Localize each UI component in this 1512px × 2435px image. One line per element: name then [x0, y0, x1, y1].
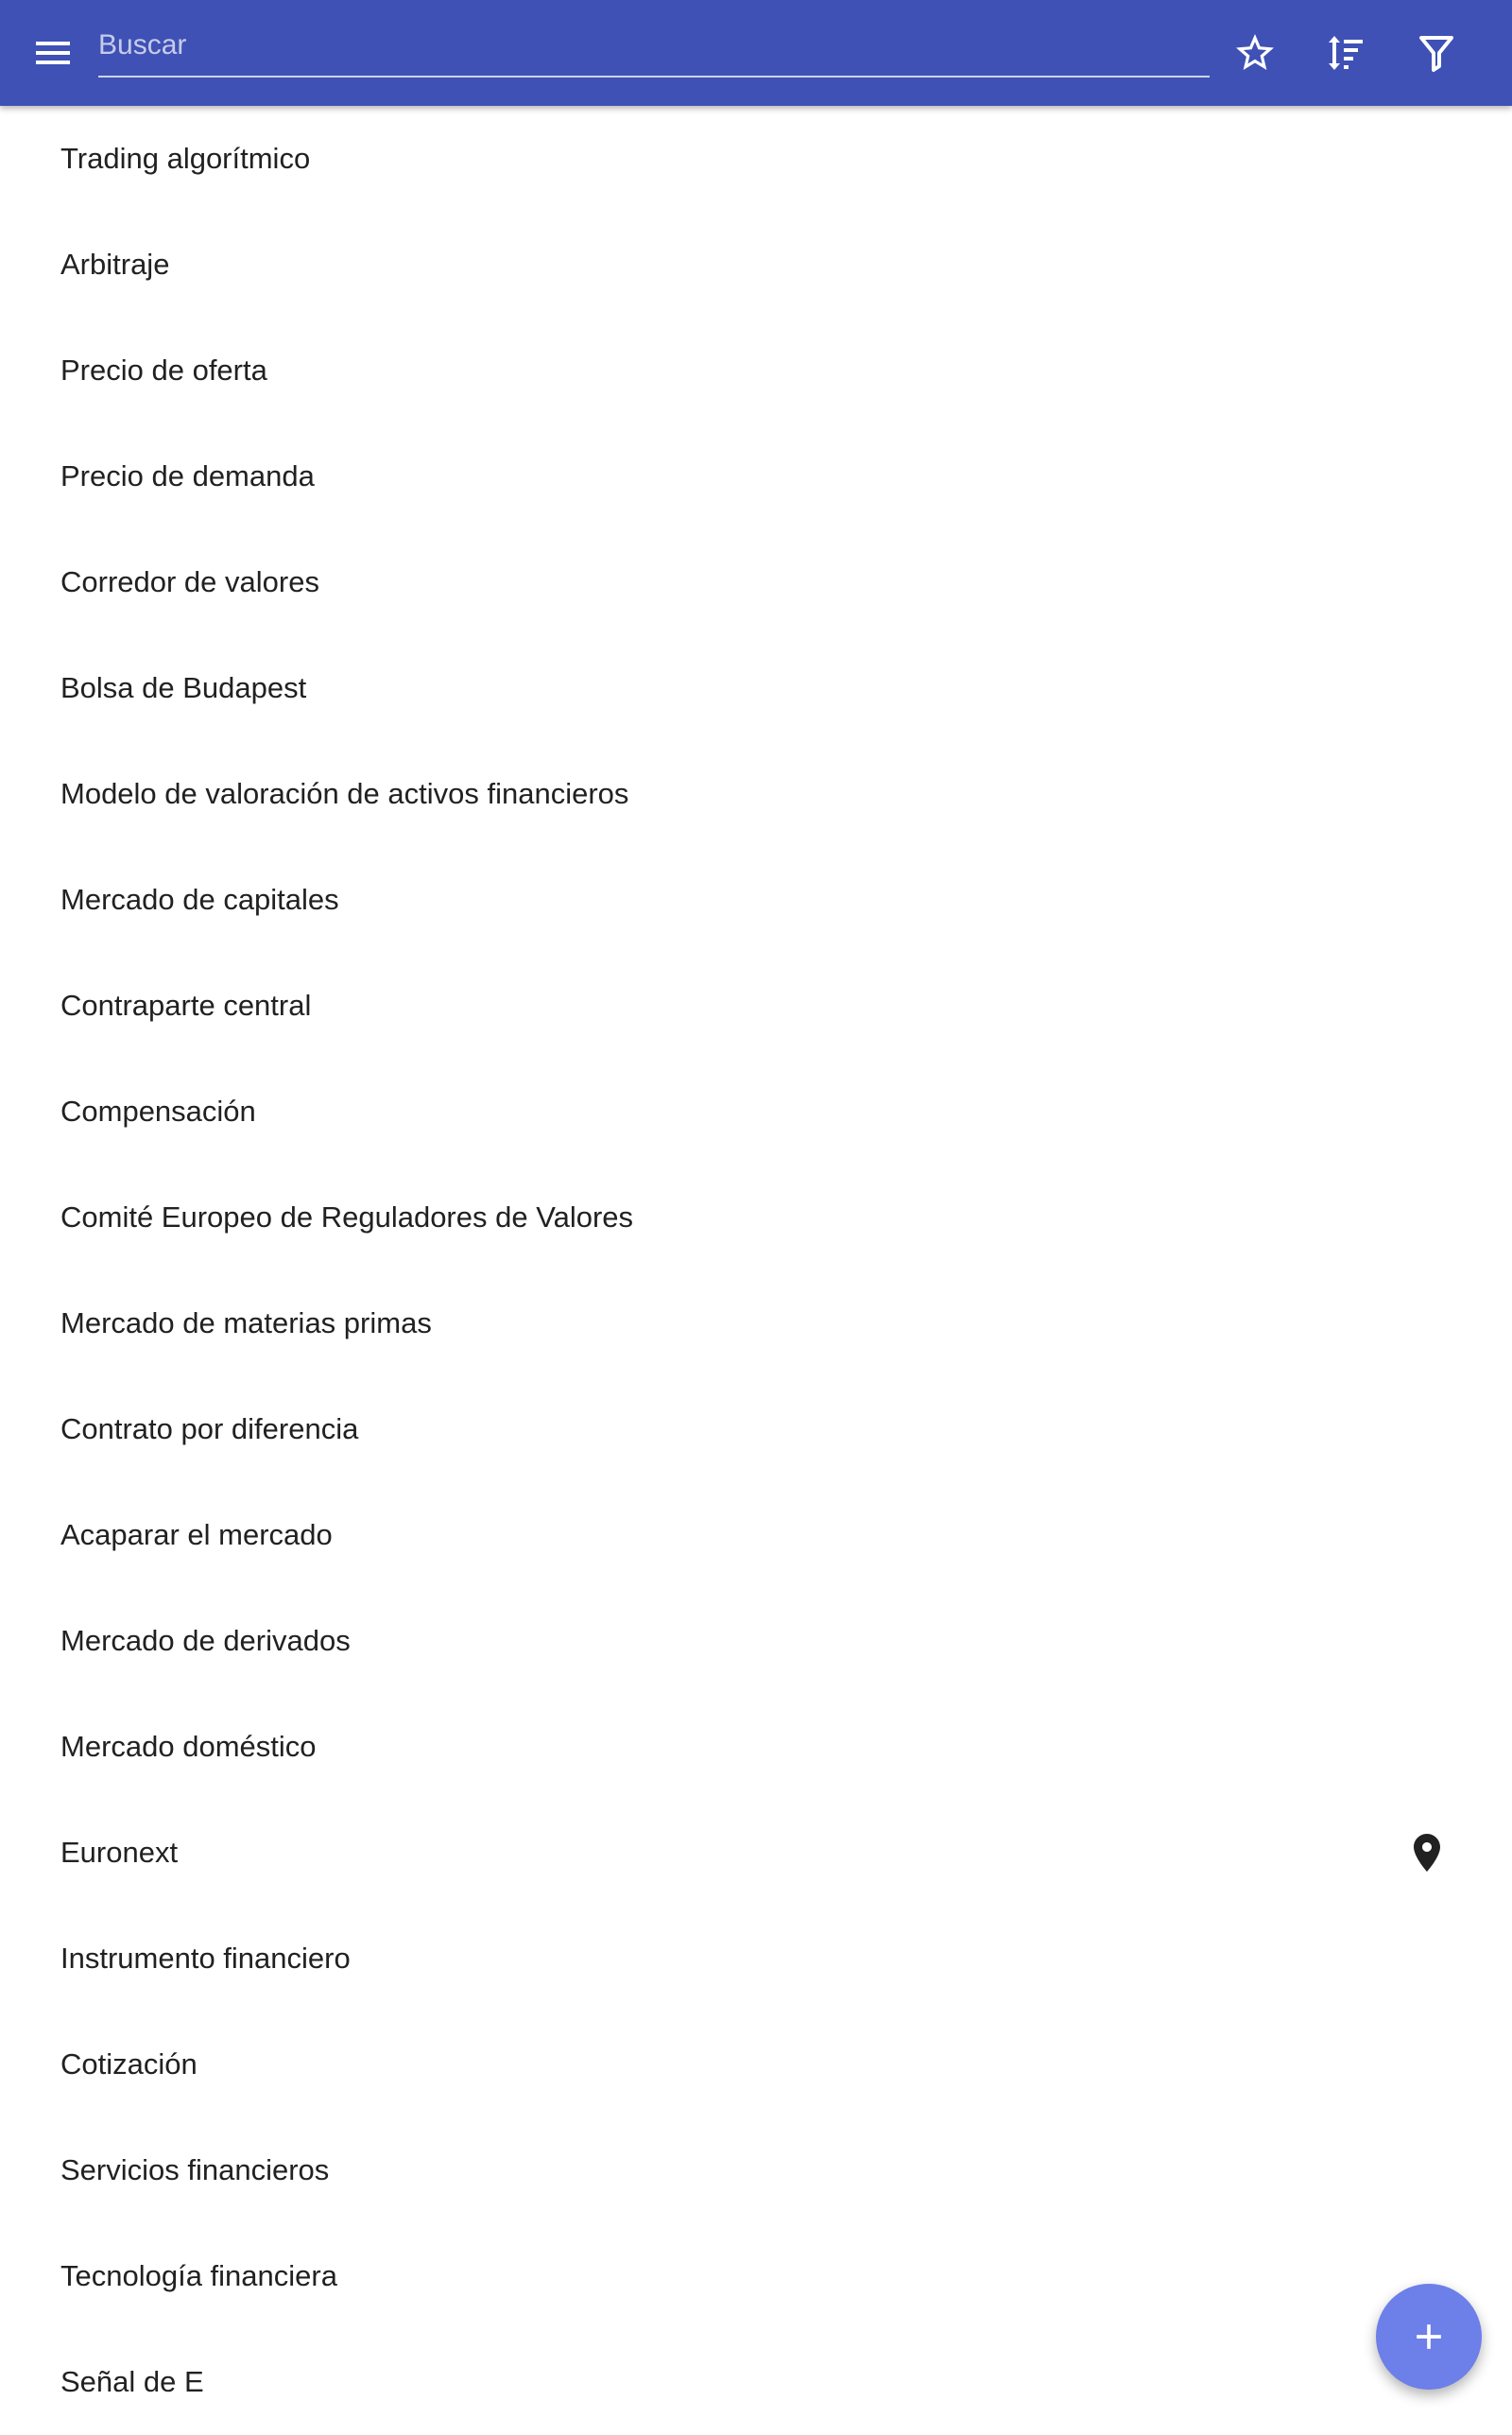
- list-item-label: Arbitraje: [60, 248, 170, 281]
- list-item-label: Mercado de capitales: [60, 883, 339, 916]
- sort-icon: [1323, 30, 1368, 76]
- list-item[interactable]: [0, 2012, 1512, 2117]
- list-item-label: Mercado de materias primas: [60, 1306, 432, 1339]
- list-item-label: Euronext: [60, 1836, 179, 1869]
- list-item[interactable]: [0, 1270, 1512, 1376]
- list-item[interactable]: [0, 1906, 1512, 2012]
- list-item-label: Compensación: [60, 1095, 256, 1128]
- list-item[interactable]: [0, 2223, 1512, 2329]
- add-button[interactable]: [1376, 2284, 1482, 2390]
- star-outline-icon: [1232, 30, 1278, 76]
- list-item-label: Señal de E: [60, 2365, 204, 2398]
- list-item[interactable]: [0, 1694, 1512, 1800]
- list-item-label: Mercado doméstico: [60, 1730, 317, 1763]
- list-item[interactable]: [0, 953, 1512, 1059]
- list-item-label: Corredor de valores: [60, 565, 319, 598]
- list-item[interactable]: [0, 423, 1512, 529]
- list-item-label: Modelo de valoración de activos financieros: [60, 777, 629, 810]
- plus-icon: [1408, 2316, 1450, 2357]
- list-item[interactable]: [0, 1482, 1512, 1588]
- search-field: [98, 19, 1210, 78]
- app-bar: [0, 0, 1512, 106]
- list-item-label: Acaparar el mercado: [60, 1518, 333, 1551]
- list-item[interactable]: [0, 106, 1512, 212]
- list-item-label: Precio de oferta: [60, 354, 267, 387]
- list-item[interactable]: [0, 847, 1512, 953]
- menu-icon: [30, 30, 76, 76]
- menu-button[interactable]: [15, 15, 91, 91]
- favorites-button[interactable]: [1217, 15, 1293, 91]
- list-item[interactable]: [0, 741, 1512, 847]
- list-item-label: Comité Europeo de Reguladores de Valores: [60, 1200, 634, 1234]
- list-item-label: Tecnología financiera: [60, 2259, 337, 2292]
- list-item[interactable]: [0, 2329, 1512, 2435]
- list-item-label: Bolsa de Budapest: [60, 671, 307, 704]
- list-item[interactable]: [0, 318, 1512, 423]
- list-item-label: Instrumento financiero: [60, 1942, 351, 1975]
- list-item[interactable]: [0, 529, 1512, 635]
- list-item-label: Servicios financieros: [60, 2153, 330, 2186]
- list-item[interactable]: [0, 1588, 1512, 1694]
- list-item-label: Cotización: [60, 2047, 198, 2081]
- list-item[interactable]: [0, 212, 1512, 318]
- list-item[interactable]: [0, 1059, 1512, 1165]
- list-item[interactable]: [0, 1165, 1512, 1270]
- list-item-label: Trading algorítmico: [60, 142, 311, 175]
- list-item-label: Contraparte central: [60, 989, 312, 1022]
- sort-button[interactable]: [1308, 15, 1383, 91]
- list-item-label: Contrato por diferencia: [60, 1412, 359, 1445]
- list-item[interactable]: [0, 1376, 1512, 1482]
- search-input[interactable]: [98, 19, 1210, 72]
- list-item[interactable]: [0, 1800, 1512, 1906]
- list-item[interactable]: [0, 2117, 1512, 2223]
- filter-icon: [1414, 30, 1459, 76]
- location-pin-icon[interactable]: [1404, 1830, 1450, 1875]
- list-item-label: Precio de demanda: [60, 459, 315, 492]
- list-item-label: Mercado de derivados: [60, 1624, 351, 1657]
- filter-button[interactable]: [1399, 15, 1474, 91]
- list-item[interactable]: [0, 635, 1512, 741]
